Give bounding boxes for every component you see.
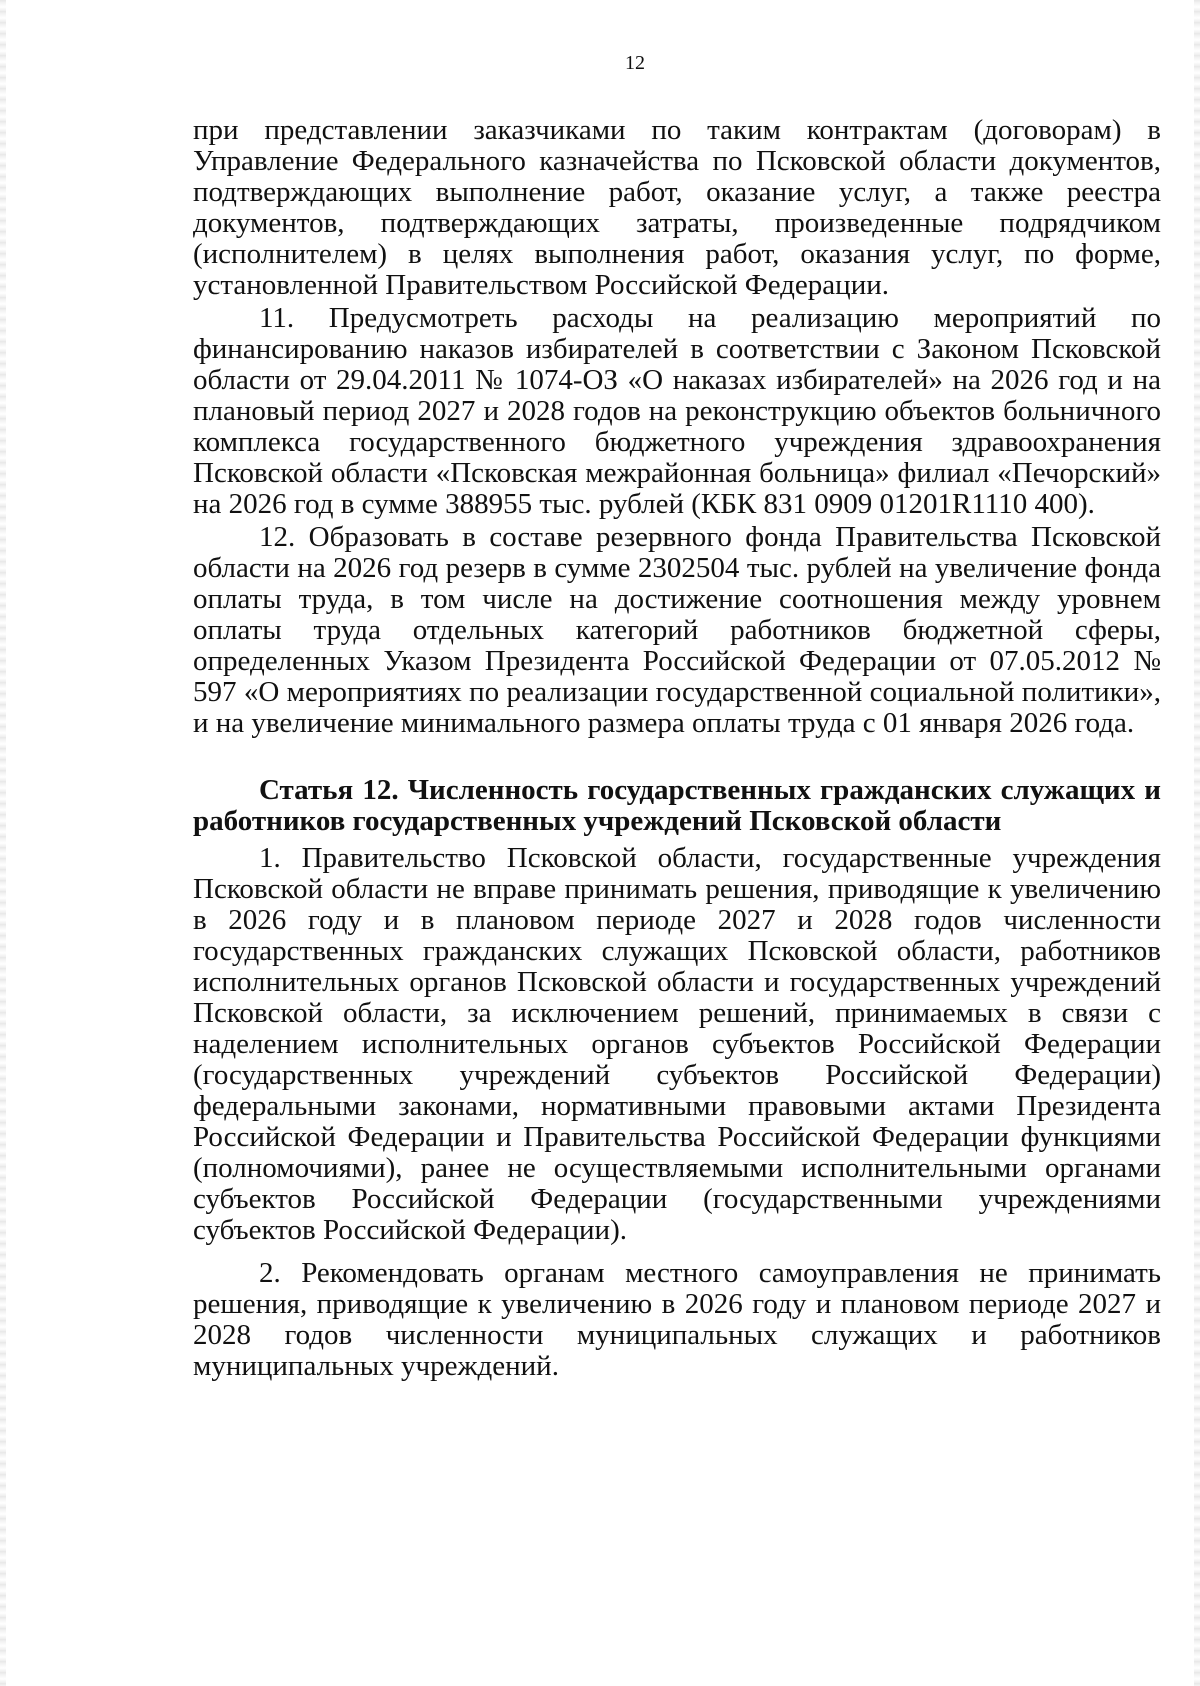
page-number: 12: [625, 52, 645, 74]
article-heading: Статья 12. Численность государственных гражданских служащих и работников государственных учреждений Псковской области: [193, 774, 1161, 837]
document-body: [193, 115, 1161, 1382]
article-item-1: 1. Правительство Псковской области, государственные учреждения Псковской области не вправе принимать решения, приводящие к увеличению в 2026 году и в плановом периоде 2027 и 2028 годов численности государственных гражданских служащих Псковской области, работников исполнительных органов Псковской области и государственных учреждений Псковской области, за исключением решений, принимаемых в связи с наделением исполнительных органов субъектов Российской Федерации (государственных учреждений субъектов Российской Федерации) федеральными законами, нормативными правовыми актами Президента Российской Федерации и Правительства Российской Федерации функциями (полномочиями), ранее не осуществляемыми исполнительными органами субъектов Российской Федерации (государственными учреждениями субъектов Российской Федерации).: [193, 842, 1161, 1246]
paragraph-item-12: 12. Образовать в составе резервного фонда Правительства Псковской области на 2026 год резерв в сумме 2302504 тыс. рублей на увеличение фонда оплаты труда, в том числе на достижение соотношения между уровнем оплаты труда отдельных категорий работников бюджетной сферы, определенных Указом Президента Российской Федерации от 07.05.2012 № 597 «О мероприятиях по реализации государственной социальной политики», и на увеличение минимального размера оплаты труда с 01 января 2026 года.: [193, 521, 1161, 739]
article-item-2: 2. Рекомендовать органам местного самоуправления не принимать решения, приводящие к увеличению в 2026 году и плановом периоде 2027 и 2028 годов численности муниципальных служащих и работников муниципальных учреждений.: [193, 1257, 1161, 1382]
paragraph-continuation: при представлении заказчиками по таким контрактам (договорам) в Управление Федерального казначейства по Псковской области документов, подтверждающих выполнение работ, оказание услуг, а также реестра документов, подтверждающих затраты, произведенные подрядчиком (исполнителем) в целях выполнения работ, оказания услуг, по форме, установленной Правительством Российской Федерации.: [193, 114, 1161, 301]
scan-edge-right: [1194, 0, 1200, 1686]
paragraph-item-11: 11. Предусмотреть расходы на реализацию мероприятий по финансированию наказов избирателей в соответствии с Законом Псковской области от 29.04.2011 № 1074-ОЗ «О наказах избирателей» на 2026 год и на плановый период 2027 и 2028 годов на реконструкцию объектов больничного комплекса государственного бюджетного учреждения здравоохранения Псковской области «Псковская межрайонная больница» филиал «Печорский» на 2026 год в сумме 388955 тыс. рублей (КБК 831 0909 01201R1110 400).: [193, 302, 1161, 520]
scan-edge-left: [0, 0, 6, 1686]
